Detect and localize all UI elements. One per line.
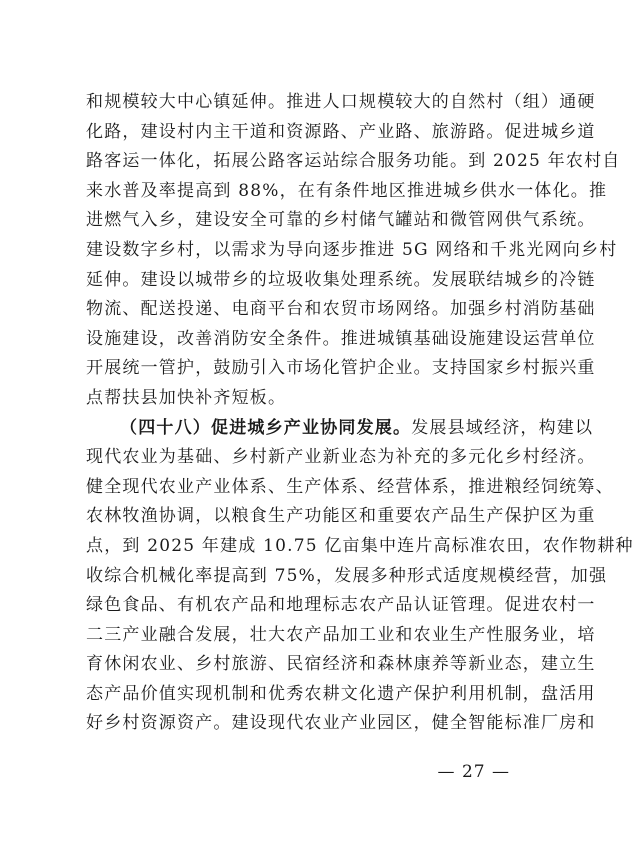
heading-line [86, 414, 594, 444]
text-line: 二三产业融合发展，壮大农产品加工业和农业生产性服务业，培 [86, 624, 596, 645]
section-heading: （四十八）促进城乡产业协同发展。 [120, 417, 412, 438]
text-line: 点帮扶县加快补齐短板。 [86, 387, 287, 408]
text-line: 健全现代农业产业体系、生产体系、经营体系，推进粮经饲统筹、 [86, 476, 614, 497]
text-line: 进燃气入乡，建设安全可靠的乡村储气罐站和微管网供气系统。 [86, 210, 596, 231]
body-text [86, 88, 634, 739]
text-line: 现代农业为基础、乡村新产业新业态为补充的多元化乡村经济。 [86, 447, 596, 468]
text-line: 延伸。建设以城带乡的垃圾收集处理系统。发展联结城乡的冷链 [86, 269, 596, 290]
page-number [0, 762, 600, 782]
text-line: 和规模较大中心镇延伸。推进人口规模较大的自然村（组）通硬 [86, 92, 596, 112]
page-number-label: — 27 — [437, 762, 510, 782]
text-line: 农林牧渔协调，以粮食生产功能区和重要农产品生产保护区为重 [86, 506, 596, 527]
text-line: 路客运一体化，拓展公路客运站综合服务功能。到 2025 年农村自 [86, 151, 621, 172]
text-line: 育休闲农业、乡村旅游、民宿经济和森林康养等新业态，建立生 [86, 654, 596, 675]
text-line: 点，到 2025 年建成 10.75 亿亩集中连片高标准农田，农作物耕种 [86, 535, 634, 556]
text-line: 来水普及率提高到 88%，在有条件地区推进城乡供水一体化。推 [86, 180, 608, 201]
text-line: 物流、配送投递、电商平台和农贸市场网络。加强乡村消防基础 [86, 299, 596, 320]
text-line: 开展统一管护，鼓励引入市场化管护企业。支持国家乡村振兴重 [86, 358, 596, 379]
text-line: 化路，建设村内主干道和资源路、产业路、旅游路。促进城乡道 [86, 121, 596, 142]
paragraph-1 [86, 88, 621, 414]
text-line: 收综合机械化率提高到 75%，发展多种形式适度规模经营，加强 [86, 565, 608, 586]
text-line: 好乡村资源资产。建设现代农业产业园区，健全智能标准厂房和 [86, 713, 596, 734]
text-run: 发展县域经济，构建以 [411, 417, 594, 438]
text-line: 建设数字乡村，以需求为导向逐步推进 5G 网络和千兆光网向乡村 [86, 239, 618, 260]
paragraph-2 [86, 414, 634, 740]
text-line: 设施建设，改善消防安全条件。推进城镇基础设施建设运营单位 [86, 328, 596, 349]
text-line: 态产品价值实现机制和优秀农耕文化遗产保护利用机制，盘活用 [86, 683, 596, 704]
text-line: 绿色食品、有机农产品和地理标志农产品认证管理。促进农村一 [86, 595, 596, 616]
